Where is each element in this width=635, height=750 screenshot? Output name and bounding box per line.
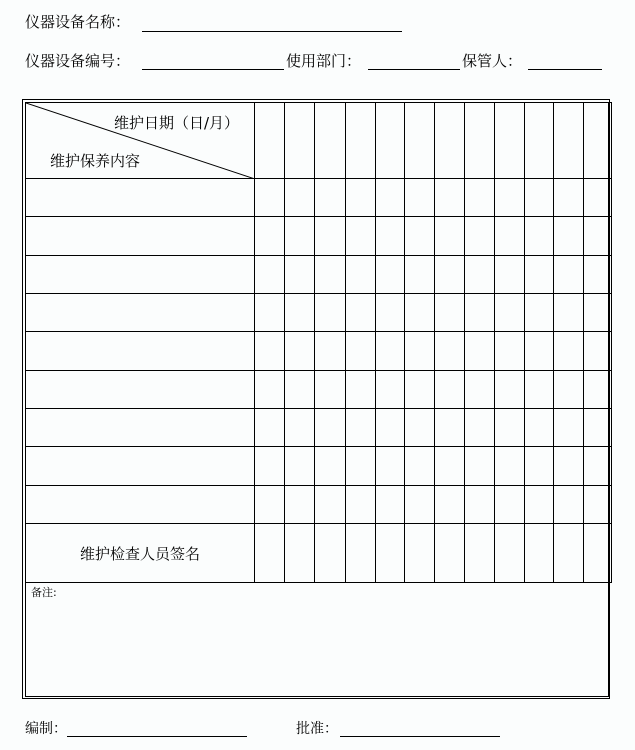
date-check-cell[interactable] [405,294,435,332]
date-header-cell[interactable] [285,103,315,179]
date-check-cell[interactable] [346,217,376,256]
date-check-cell[interactable] [435,256,465,294]
date-check-cell[interactable] [285,371,315,409]
date-check-cell[interactable] [376,332,405,371]
date-check-cell[interactable] [315,371,346,409]
date-check-cell[interactable] [255,294,285,332]
date-header-cell[interactable] [584,103,612,179]
date-check-cell[interactable] [376,294,405,332]
date-check-cell[interactable] [315,447,346,486]
date-header-cell[interactable] [376,103,405,179]
date-check-cell[interactable] [554,447,584,486]
date-check-cell[interactable] [554,332,584,371]
date-check-cell[interactable] [405,179,435,217]
maintenance-content-cell[interactable] [26,332,255,371]
date-check-cell[interactable] [285,409,315,447]
table-row [26,294,612,332]
date-check-cell[interactable] [465,371,495,409]
date-check-cell[interactable] [435,447,465,486]
department-label: 使用部门： [286,52,362,70]
table-row [26,256,612,294]
date-check-cell[interactable] [346,179,376,217]
date-check-cell[interactable] [405,486,435,524]
date-check-cell[interactable] [435,371,465,409]
date-check-cell[interactable] [255,217,285,256]
date-check-cell[interactable] [465,486,495,524]
date-check-cell[interactable] [554,217,584,256]
date-check-cell[interactable] [346,409,376,447]
date-check-cell[interactable] [255,486,285,524]
date-header-cell[interactable] [315,103,346,179]
maintenance-content-cell[interactable] [26,179,255,217]
date-check-cell[interactable] [465,179,495,217]
date-check-cell[interactable] [465,409,495,447]
date-check-cell[interactable] [376,179,405,217]
date-header-cell[interactable] [255,103,285,179]
department-field[interactable] [368,69,460,70]
date-check-cell[interactable] [376,486,405,524]
date-check-cell[interactable] [435,294,465,332]
prepared-by-label: 编制： [25,721,67,737]
signature-cell[interactable] [405,524,435,583]
equipment-name-field[interactable] [142,31,402,32]
signature-cell[interactable] [465,524,495,583]
date-check-cell[interactable] [554,371,584,409]
date-check-cell[interactable] [495,256,525,294]
date-check-cell[interactable] [315,294,346,332]
date-check-cell[interactable] [285,447,315,486]
signature-cell[interactable] [435,524,465,583]
table-row [26,332,612,371]
date-header-cell[interactable] [435,103,465,179]
table-row [26,371,612,409]
date-check-cell[interactable] [315,217,346,256]
signature-cell[interactable] [346,524,376,583]
signature-cell[interactable] [255,524,285,583]
maintenance-content-cell[interactable] [26,447,255,486]
date-check-cell[interactable] [554,486,584,524]
prepared-by-field[interactable] [67,736,247,737]
date-check-cell[interactable] [495,409,525,447]
maintenance-table [25,102,612,583]
date-check-cell[interactable] [525,294,554,332]
table-row [26,179,612,217]
date-check-cell[interactable] [495,371,525,409]
date-check-cell[interactable] [405,332,435,371]
date-check-cell[interactable] [405,409,435,447]
diagonal-header-cell [26,103,255,179]
keeper-label: 保管人： [462,52,523,70]
table-row [26,217,612,256]
date-check-cell[interactable] [285,179,315,217]
signature-cell[interactable] [495,524,525,583]
date-check-cell[interactable] [315,332,346,371]
signature-cell[interactable] [315,524,346,583]
date-check-cell[interactable] [285,256,315,294]
date-check-cell[interactable] [376,256,405,294]
date-check-cell[interactable] [405,217,435,256]
table-row [26,486,612,524]
date-check-cell[interactable] [255,371,285,409]
table-row [26,409,612,447]
date-check-cell[interactable] [285,332,315,371]
date-check-cell[interactable] [315,409,346,447]
date-header-cell[interactable] [405,103,435,179]
date-check-cell[interactable] [525,332,554,371]
date-check-cell[interactable] [346,447,376,486]
date-check-cell[interactable] [525,486,554,524]
date-check-cell[interactable] [584,409,612,447]
date-check-cell[interactable] [255,447,285,486]
date-check-cell[interactable] [346,332,376,371]
date-check-cell[interactable] [435,179,465,217]
date-check-cell[interactable] [495,294,525,332]
table-row [26,447,612,486]
date-check-cell[interactable] [285,486,315,524]
date-check-cell[interactable] [315,486,346,524]
signature-cell[interactable] [376,524,405,583]
date-check-cell[interactable] [584,332,612,371]
date-check-cell[interactable] [525,409,554,447]
date-check-cell[interactable] [584,486,612,524]
date-check-cell[interactable] [346,486,376,524]
notes-label: 备注: [31,586,57,599]
date-check-cell[interactable] [584,447,612,486]
date-check-cell[interactable] [376,217,405,256]
date-check-cell[interactable] [495,486,525,524]
equipment-code-label: 仪器设备编号： [25,52,131,70]
date-check-cell[interactable] [285,294,315,332]
date-check-cell[interactable] [376,409,405,447]
maintenance-content-cell[interactable] [26,371,255,409]
date-check-cell[interactable] [255,332,285,371]
date-header-cell[interactable] [495,103,525,179]
date-check-cell[interactable] [554,294,584,332]
date-check-cell[interactable] [584,294,612,332]
date-check-cell[interactable] [465,294,495,332]
date-check-cell[interactable] [584,371,612,409]
maintenance-content-header: 维护保养内容 [50,152,141,170]
date-check-cell[interactable] [525,371,554,409]
signature-cell[interactable] [554,524,584,583]
date-check-cell[interactable] [376,371,405,409]
date-check-cell[interactable] [465,332,495,371]
signature-cell[interactable] [584,524,612,583]
approved-by-label: 批准： [296,721,338,737]
date-check-cell[interactable] [465,256,495,294]
notes-area[interactable] [26,583,608,696]
date-header-cell[interactable] [554,103,584,179]
date-check-cell[interactable] [495,447,525,486]
date-check-cell[interactable] [584,179,612,217]
date-check-cell[interactable] [315,179,346,217]
date-check-cell[interactable] [346,294,376,332]
signature-row [26,524,612,583]
date-check-cell[interactable] [435,332,465,371]
date-check-cell[interactable] [495,332,525,371]
date-check-cell[interactable] [346,371,376,409]
date-check-cell[interactable] [285,217,315,256]
date-header-cell[interactable] [465,103,495,179]
signature-cell[interactable] [285,524,315,583]
date-check-cell[interactable] [405,256,435,294]
approved-by-field[interactable] [340,736,500,737]
date-check-cell[interactable] [584,217,612,256]
date-check-cell[interactable] [405,447,435,486]
date-check-cell[interactable] [525,179,554,217]
keeper-field[interactable] [528,69,602,70]
date-check-cell[interactable] [525,217,554,256]
date-check-cell[interactable] [435,217,465,256]
date-check-cell[interactable] [554,256,584,294]
date-check-cell[interactable] [435,409,465,447]
maintenance-content-cell[interactable] [26,409,255,447]
date-check-cell[interactable] [255,409,285,447]
inspector-signature-label: 维护检查人员签名 [26,524,255,583]
date-header-cell[interactable] [346,103,376,179]
date-check-cell[interactable] [495,179,525,217]
maintenance-content-cell[interactable] [26,256,255,294]
date-check-cell[interactable] [584,256,612,294]
date-check-cell[interactable] [376,447,405,486]
date-check-cell[interactable] [405,371,435,409]
date-check-cell[interactable] [525,447,554,486]
date-check-cell[interactable] [255,179,285,217]
equipment-code-field[interactable] [142,69,284,70]
date-check-cell[interactable] [554,179,584,217]
date-check-cell[interactable] [315,256,346,294]
date-header-cell[interactable] [525,103,554,179]
date-check-cell[interactable] [465,447,495,486]
maintenance-date-header: 维护日期（日/月） [114,114,240,132]
date-check-cell[interactable] [346,256,376,294]
equipment-name-label: 仪器设备名称： [25,13,131,31]
date-check-cell[interactable] [435,486,465,524]
date-check-cell[interactable] [554,409,584,447]
signature-cell[interactable] [525,524,554,583]
date-check-cell[interactable] [495,217,525,256]
date-check-cell[interactable] [255,256,285,294]
maintenance-content-cell[interactable] [26,294,255,332]
maintenance-content-cell[interactable] [26,217,255,256]
date-check-cell[interactable] [525,256,554,294]
date-check-cell[interactable] [465,217,495,256]
maintenance-content-cell[interactable] [26,486,255,524]
header-row [26,103,612,179]
